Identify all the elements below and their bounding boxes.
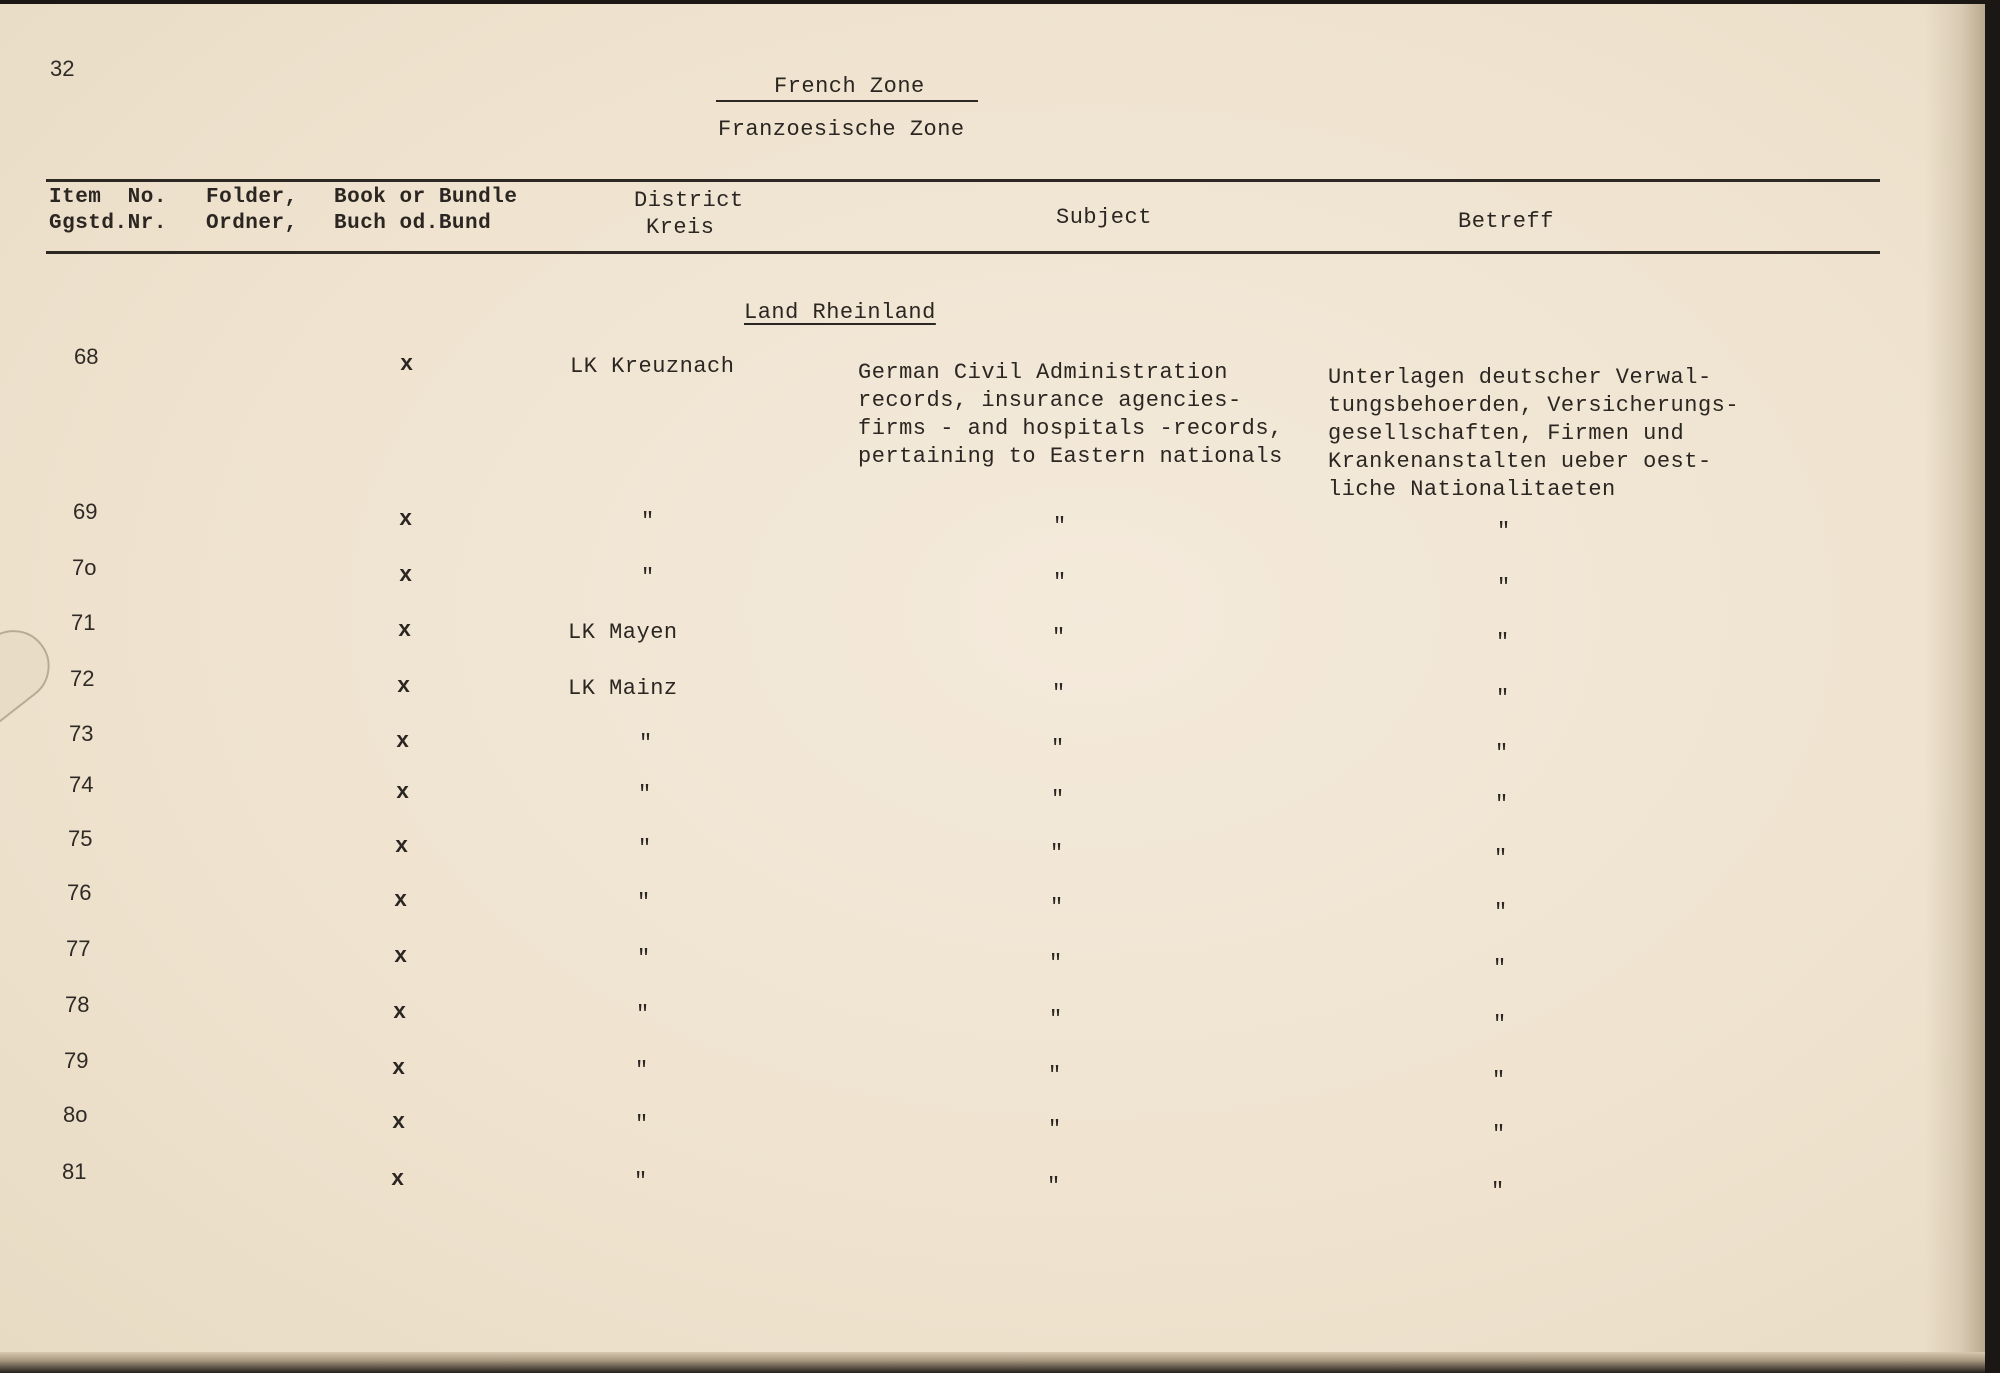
row-book-mark: x bbox=[399, 563, 413, 588]
row-district: LK Mayen bbox=[568, 620, 678, 645]
row-subject: " bbox=[1048, 1063, 1062, 1088]
row-district: " bbox=[638, 836, 652, 861]
page-bottom-edge bbox=[0, 1352, 1985, 1373]
header-item: Item No. bbox=[49, 186, 167, 209]
page-subtitle: Franzoesische Zone bbox=[718, 117, 965, 142]
row-book-mark: x bbox=[396, 729, 410, 754]
row-subject: " bbox=[1050, 895, 1064, 920]
header-folder-de: Ordner, bbox=[206, 212, 298, 235]
row-betreff: " bbox=[1497, 575, 1511, 600]
row-subject: " bbox=[1048, 1117, 1062, 1142]
row-betreff: " bbox=[1496, 630, 1510, 655]
row-subject: German Civil Administration records, insurance agencies- firms - and hospitals -records, pertaining to Eastern nationals bbox=[858, 360, 1283, 469]
row-item-number: 71 bbox=[71, 610, 96, 635]
row-item-number: 69 bbox=[73, 499, 98, 524]
row-book-mark: x bbox=[394, 888, 408, 913]
page-tab-notch bbox=[0, 616, 64, 737]
row-item-number: 8o bbox=[63, 1102, 88, 1127]
header-book: Book or Bundle bbox=[334, 186, 518, 209]
row-book-mark: x bbox=[396, 780, 410, 805]
header-rule-bottom bbox=[46, 251, 1880, 254]
row-subject: " bbox=[1049, 951, 1063, 976]
row-item-number: 7o bbox=[72, 555, 97, 580]
row-book-mark: x bbox=[397, 674, 411, 699]
row-item-number: 68 bbox=[74, 344, 99, 369]
row-betreff: " bbox=[1493, 956, 1507, 981]
row-betreff: " bbox=[1494, 846, 1508, 871]
row-book-mark: x bbox=[395, 834, 409, 859]
row-book-mark: x bbox=[398, 618, 412, 643]
header-folder: Folder, bbox=[206, 186, 298, 209]
row-betreff: " bbox=[1492, 1122, 1506, 1147]
page-title: French Zone bbox=[774, 74, 925, 99]
row-district: " bbox=[641, 509, 655, 534]
row-district: " bbox=[637, 946, 651, 971]
row-subject: " bbox=[1049, 1007, 1063, 1032]
row-district: " bbox=[638, 782, 652, 807]
row-district: " bbox=[635, 1058, 649, 1083]
section-heading: Land Rheinland bbox=[744, 300, 936, 325]
row-subject: " bbox=[1051, 736, 1065, 761]
row-betreff: " bbox=[1497, 519, 1511, 544]
row-district: " bbox=[635, 1112, 649, 1137]
header-book-de: Buch od.Bund bbox=[334, 212, 492, 235]
row-subject: " bbox=[1051, 787, 1065, 812]
title-underline bbox=[716, 100, 978, 102]
row-subject: " bbox=[1050, 841, 1064, 866]
header-district-de: Kreis bbox=[646, 215, 715, 240]
document-page bbox=[0, 4, 1985, 1358]
row-book-mark: x bbox=[400, 352, 414, 377]
row-book-mark: x bbox=[399, 507, 413, 532]
row-betreff: " bbox=[1493, 1012, 1507, 1037]
row-betreff: " bbox=[1492, 1068, 1506, 1093]
row-subject: " bbox=[1053, 570, 1067, 595]
row-book-mark: x bbox=[392, 1056, 406, 1081]
row-book-mark: x bbox=[391, 1167, 405, 1192]
row-betreff: " bbox=[1496, 686, 1510, 711]
row-district: " bbox=[637, 890, 651, 915]
row-subject: " bbox=[1052, 625, 1066, 650]
row-district: LK Mainz bbox=[568, 676, 678, 701]
row-betreff: " bbox=[1491, 1179, 1505, 1204]
row-item-number: 74 bbox=[69, 772, 94, 797]
header-district: District bbox=[634, 188, 744, 213]
row-subject: " bbox=[1053, 514, 1067, 539]
row-betreff: " bbox=[1495, 741, 1509, 766]
header-rule-top bbox=[46, 179, 1880, 182]
row-district: " bbox=[639, 731, 653, 756]
row-betreff: " bbox=[1494, 900, 1508, 925]
header-betreff: Betreff bbox=[1458, 209, 1554, 234]
row-item-number: 79 bbox=[64, 1048, 89, 1073]
row-subject: " bbox=[1047, 1174, 1061, 1199]
row-subject: " bbox=[1052, 681, 1066, 706]
row-district: " bbox=[634, 1169, 648, 1194]
row-item-number: 81 bbox=[62, 1159, 87, 1184]
row-item-number: 78 bbox=[65, 992, 90, 1017]
row-item-number: 72 bbox=[70, 666, 95, 691]
header-item-de: Ggstd.Nr. bbox=[49, 212, 167, 235]
row-item-number: 76 bbox=[67, 880, 92, 905]
row-district: " bbox=[636, 1002, 650, 1027]
row-item-number: 75 bbox=[68, 826, 93, 851]
row-district: LK Kreuznach bbox=[570, 354, 735, 379]
row-item-number: 77 bbox=[66, 936, 91, 961]
row-betreff: Unterlagen deutscher Verwal- tungsbehoerden, Versicherungs- gesellschaften, Firmen und Krankenanstalten ueber oest- liche Nationalitaeten bbox=[1328, 365, 1740, 502]
book-spine-shadow bbox=[1925, 4, 1985, 1356]
row-district: " bbox=[641, 565, 655, 590]
row-betreff: " bbox=[1495, 792, 1509, 817]
page-number: 32 bbox=[50, 56, 75, 81]
row-book-mark: x bbox=[392, 1110, 406, 1135]
row-book-mark: x bbox=[394, 944, 408, 969]
header-subject: Subject bbox=[1056, 205, 1152, 230]
row-book-mark: x bbox=[393, 1000, 407, 1025]
row-item-number: 73 bbox=[69, 721, 94, 746]
